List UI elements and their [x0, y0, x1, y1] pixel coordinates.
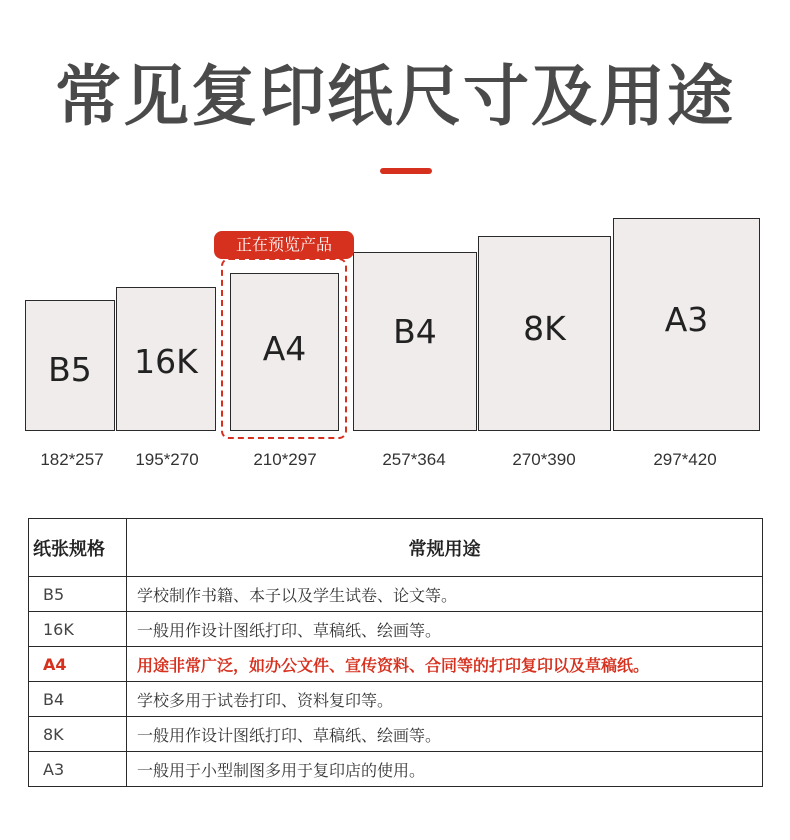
paper-label: A3 [664, 300, 709, 339]
table-row [29, 752, 763, 787]
page-title: 常见复印纸尺寸及用途 [55, 58, 735, 135]
paper-dims: 270*390 [512, 450, 576, 469]
paper-label: B4 [393, 312, 437, 351]
paper-dims: 182*257 [40, 450, 104, 469]
paper-dims: 257*364 [382, 450, 446, 469]
cell-usage: 用途非常广泛，如办公文件、宣传资料、合同等的打印复印以及草稿纸。 [127, 647, 763, 682]
header-usage: 常规用途 [127, 519, 763, 577]
cell-spec: A4 [29, 647, 127, 682]
preview-highlight-frame [221, 258, 347, 439]
table-row [29, 717, 763, 752]
paper-b4 [353, 252, 477, 431]
cell-usage: 学校制作书籍、本子以及学生试卷、论文等。 [127, 577, 763, 612]
cell-spec: 8K [29, 717, 127, 752]
paper-dims: 195*270 [135, 450, 199, 469]
cell-usage: 一般用作设计图纸打印、草稿纸、绘画等。 [127, 612, 763, 647]
cell-usage: 学校多用于试卷打印、资料复印等。 [127, 682, 763, 717]
cell-spec: A3 [29, 752, 127, 787]
paper-dims: 297*420 [653, 450, 717, 469]
cell-spec: B4 [29, 682, 127, 717]
paper-b5 [25, 300, 115, 431]
table-header-row [29, 519, 763, 577]
paper-label: 16K [134, 341, 198, 381]
table-row [29, 577, 763, 612]
paper-16k [116, 287, 216, 431]
paper-8k [478, 236, 611, 431]
paper-label: A4 [262, 328, 307, 368]
preview-badge: 正在预览产品 [214, 231, 354, 259]
cell-spec: 16K [29, 612, 127, 647]
header-spec: 纸张规格 [29, 519, 127, 577]
table-row [29, 612, 763, 647]
cell-usage: 一般用作设计图纸打印、草稿纸、绘画等。 [127, 717, 763, 752]
usage-table [28, 518, 763, 787]
title-underline [380, 168, 432, 174]
table-row-highlighted [29, 647, 763, 682]
cell-usage: 一般用于小型制图多用于复印店的使用。 [127, 752, 763, 787]
paper-label: 8K [523, 309, 566, 348]
table-row [29, 682, 763, 717]
paper-dims: 210*297 [253, 450, 317, 469]
cell-spec: B5 [29, 577, 127, 612]
paper-label: B5 [48, 350, 92, 389]
paper-a3 [613, 218, 760, 431]
